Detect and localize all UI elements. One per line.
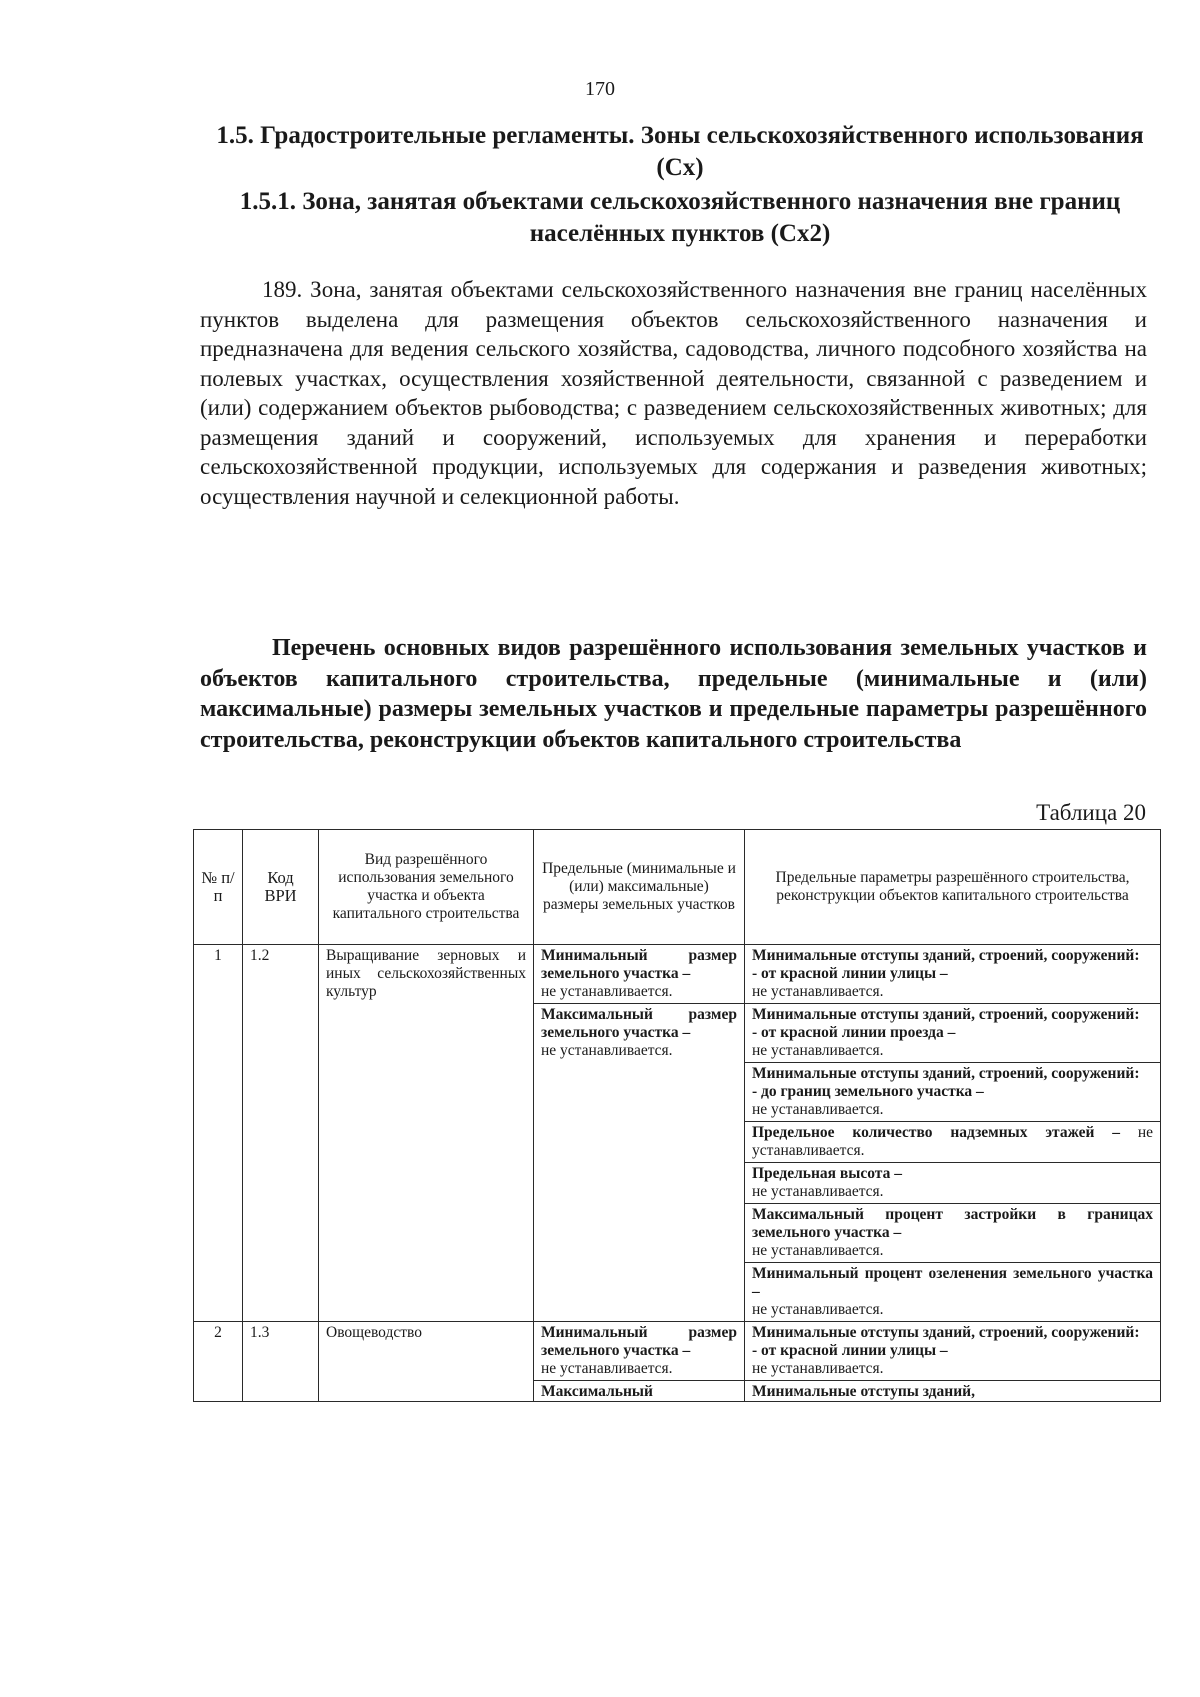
param-value: не устанавливается.: [752, 1242, 884, 1259]
header-num: № п/п: [194, 830, 243, 945]
max-size-value: не устанавливается.: [541, 1042, 673, 1059]
min-size-cell: [534, 945, 745, 1004]
header-code: Код ВРИ: [243, 830, 319, 945]
param-title: Минимальные отступы зданий,: [752, 1383, 975, 1400]
param-cell: [745, 945, 1161, 1004]
row-use: Овощеводство: [319, 1322, 534, 1402]
subsection-heading: 1.5.1. Зона, занятая объектами сельскохозяйственного назначения вне границ населённых пунктов (Сх2): [239, 188, 1121, 247]
param-item: - до границ земельного участка –: [752, 1083, 984, 1100]
param-title: Предельная высота –: [752, 1165, 902, 1182]
page-number: 170: [585, 78, 615, 100]
min-size-value: не устанавливается.: [541, 983, 673, 1000]
param-title: Предельное количество надземных этажей –: [752, 1124, 1120, 1141]
param-cell: [745, 1381, 1161, 1402]
table-header-row: [194, 830, 1161, 945]
table-row: [194, 945, 1161, 1004]
param-cell: [745, 1004, 1161, 1063]
max-size-title: Максимальный: [541, 1383, 653, 1400]
row-use: Выращивание зерновых и иных сельскохозяйственных культур: [319, 945, 534, 1322]
header-use: Вид разрешённого использования земельного участка и объекта капитального строительства: [319, 830, 534, 945]
param-value: не устанавливается.: [752, 1360, 884, 1377]
param-title: Минимальные отступы зданий, строений, сооружений:: [752, 1065, 1140, 1082]
row-num: 2: [194, 1322, 243, 1402]
param-title: Минимальные отступы зданий, строений, сооружений:: [752, 1006, 1140, 1023]
row-code: 1.2: [243, 945, 319, 1322]
param-value: не устанавливается.: [752, 1301, 884, 1318]
param-item: - от красной линии улицы –: [752, 1342, 948, 1359]
header-params: Предельные параметры разрешённого строительства, реконструкции объектов капитального строительства: [745, 830, 1161, 945]
param-cell: [745, 1063, 1161, 1122]
list-title: Перечень основных видов разрешённого использования земельных участков и объектов капитального строительства, предельные (минимальные и (или) максимальные) размеры земельных участков и предельные параметры разрешённого строительства, реконструкции объектов капитального строительства: [200, 635, 1147, 753]
min-size-value: не устанавливается.: [541, 1360, 673, 1377]
param-title: Минимальный процент озеленения земельного участка –: [752, 1265, 1153, 1300]
table-row: [194, 1322, 1161, 1381]
param-title: Минимальные отступы зданий, строений, сооружений:: [752, 947, 1140, 964]
max-size-cell: [534, 1004, 745, 1322]
param-title: Минимальные отступы зданий, строений, сооружений:: [752, 1324, 1140, 1341]
param-cell: [745, 1263, 1161, 1322]
table-caption: Таблица 20: [1036, 800, 1146, 825]
param-cell: [745, 1122, 1161, 1163]
row-num: 1: [194, 945, 243, 1322]
min-size-title: Минимальный размер земельного участка –: [541, 947, 737, 982]
param-cell: [745, 1163, 1161, 1204]
section-heading: 1.5. Градостроительные регламенты. Зоны сельскохозяйственного использования (Сх): [216, 122, 1144, 181]
param-title: Максимальный процент застройки в границах земельного участка –: [752, 1206, 1153, 1241]
min-size-cell: [534, 1322, 745, 1381]
min-size-title: Минимальный размер земельного участка –: [541, 1324, 737, 1359]
header-size: Предельные (минимальные и (или) максимальные) размеры земельных участков: [534, 830, 745, 945]
param-item: - от красной линии улицы –: [752, 965, 948, 982]
paragraph-189: 189. Зона, занятая объектами сельскохозяйственного назначения вне границ населённых пунктов выделена для размещения объектов сельскохозяйственного назначения и предназначена для ведения сельского хозяйства, садоводства, личного подсобного хозяйства на полевых участках, осуществления хозяйственной деятельности, связанной с разведением и (или) содержанием объектов рыбоводства; с разведением сельскохозяйственных животных; для размещения зданий и сооружений, используемых для хранения и переработки сельскохозяйственной продукции, используемых для содержания и разведения животных; осуществления научной и селекционной работы.: [200, 277, 1147, 509]
param-value: не устанавливается.: [752, 983, 884, 1000]
param-value: не устанавливается.: [752, 1183, 884, 1200]
max-size-cell: [534, 1381, 745, 1402]
row-code: 1.3: [243, 1322, 319, 1402]
param-value: не устанавливается.: [752, 1042, 884, 1059]
max-size-title: Максимальный размер земельного участка –: [541, 1006, 737, 1041]
param-cell: [745, 1322, 1161, 1381]
param-value: не устанавливается.: [752, 1124, 1153, 1159]
regulations-table: [193, 829, 1161, 1402]
param-value: не устанавливается.: [752, 1101, 884, 1118]
param-cell: [745, 1204, 1161, 1263]
param-item: - от красной линии проезда –: [752, 1024, 956, 1041]
